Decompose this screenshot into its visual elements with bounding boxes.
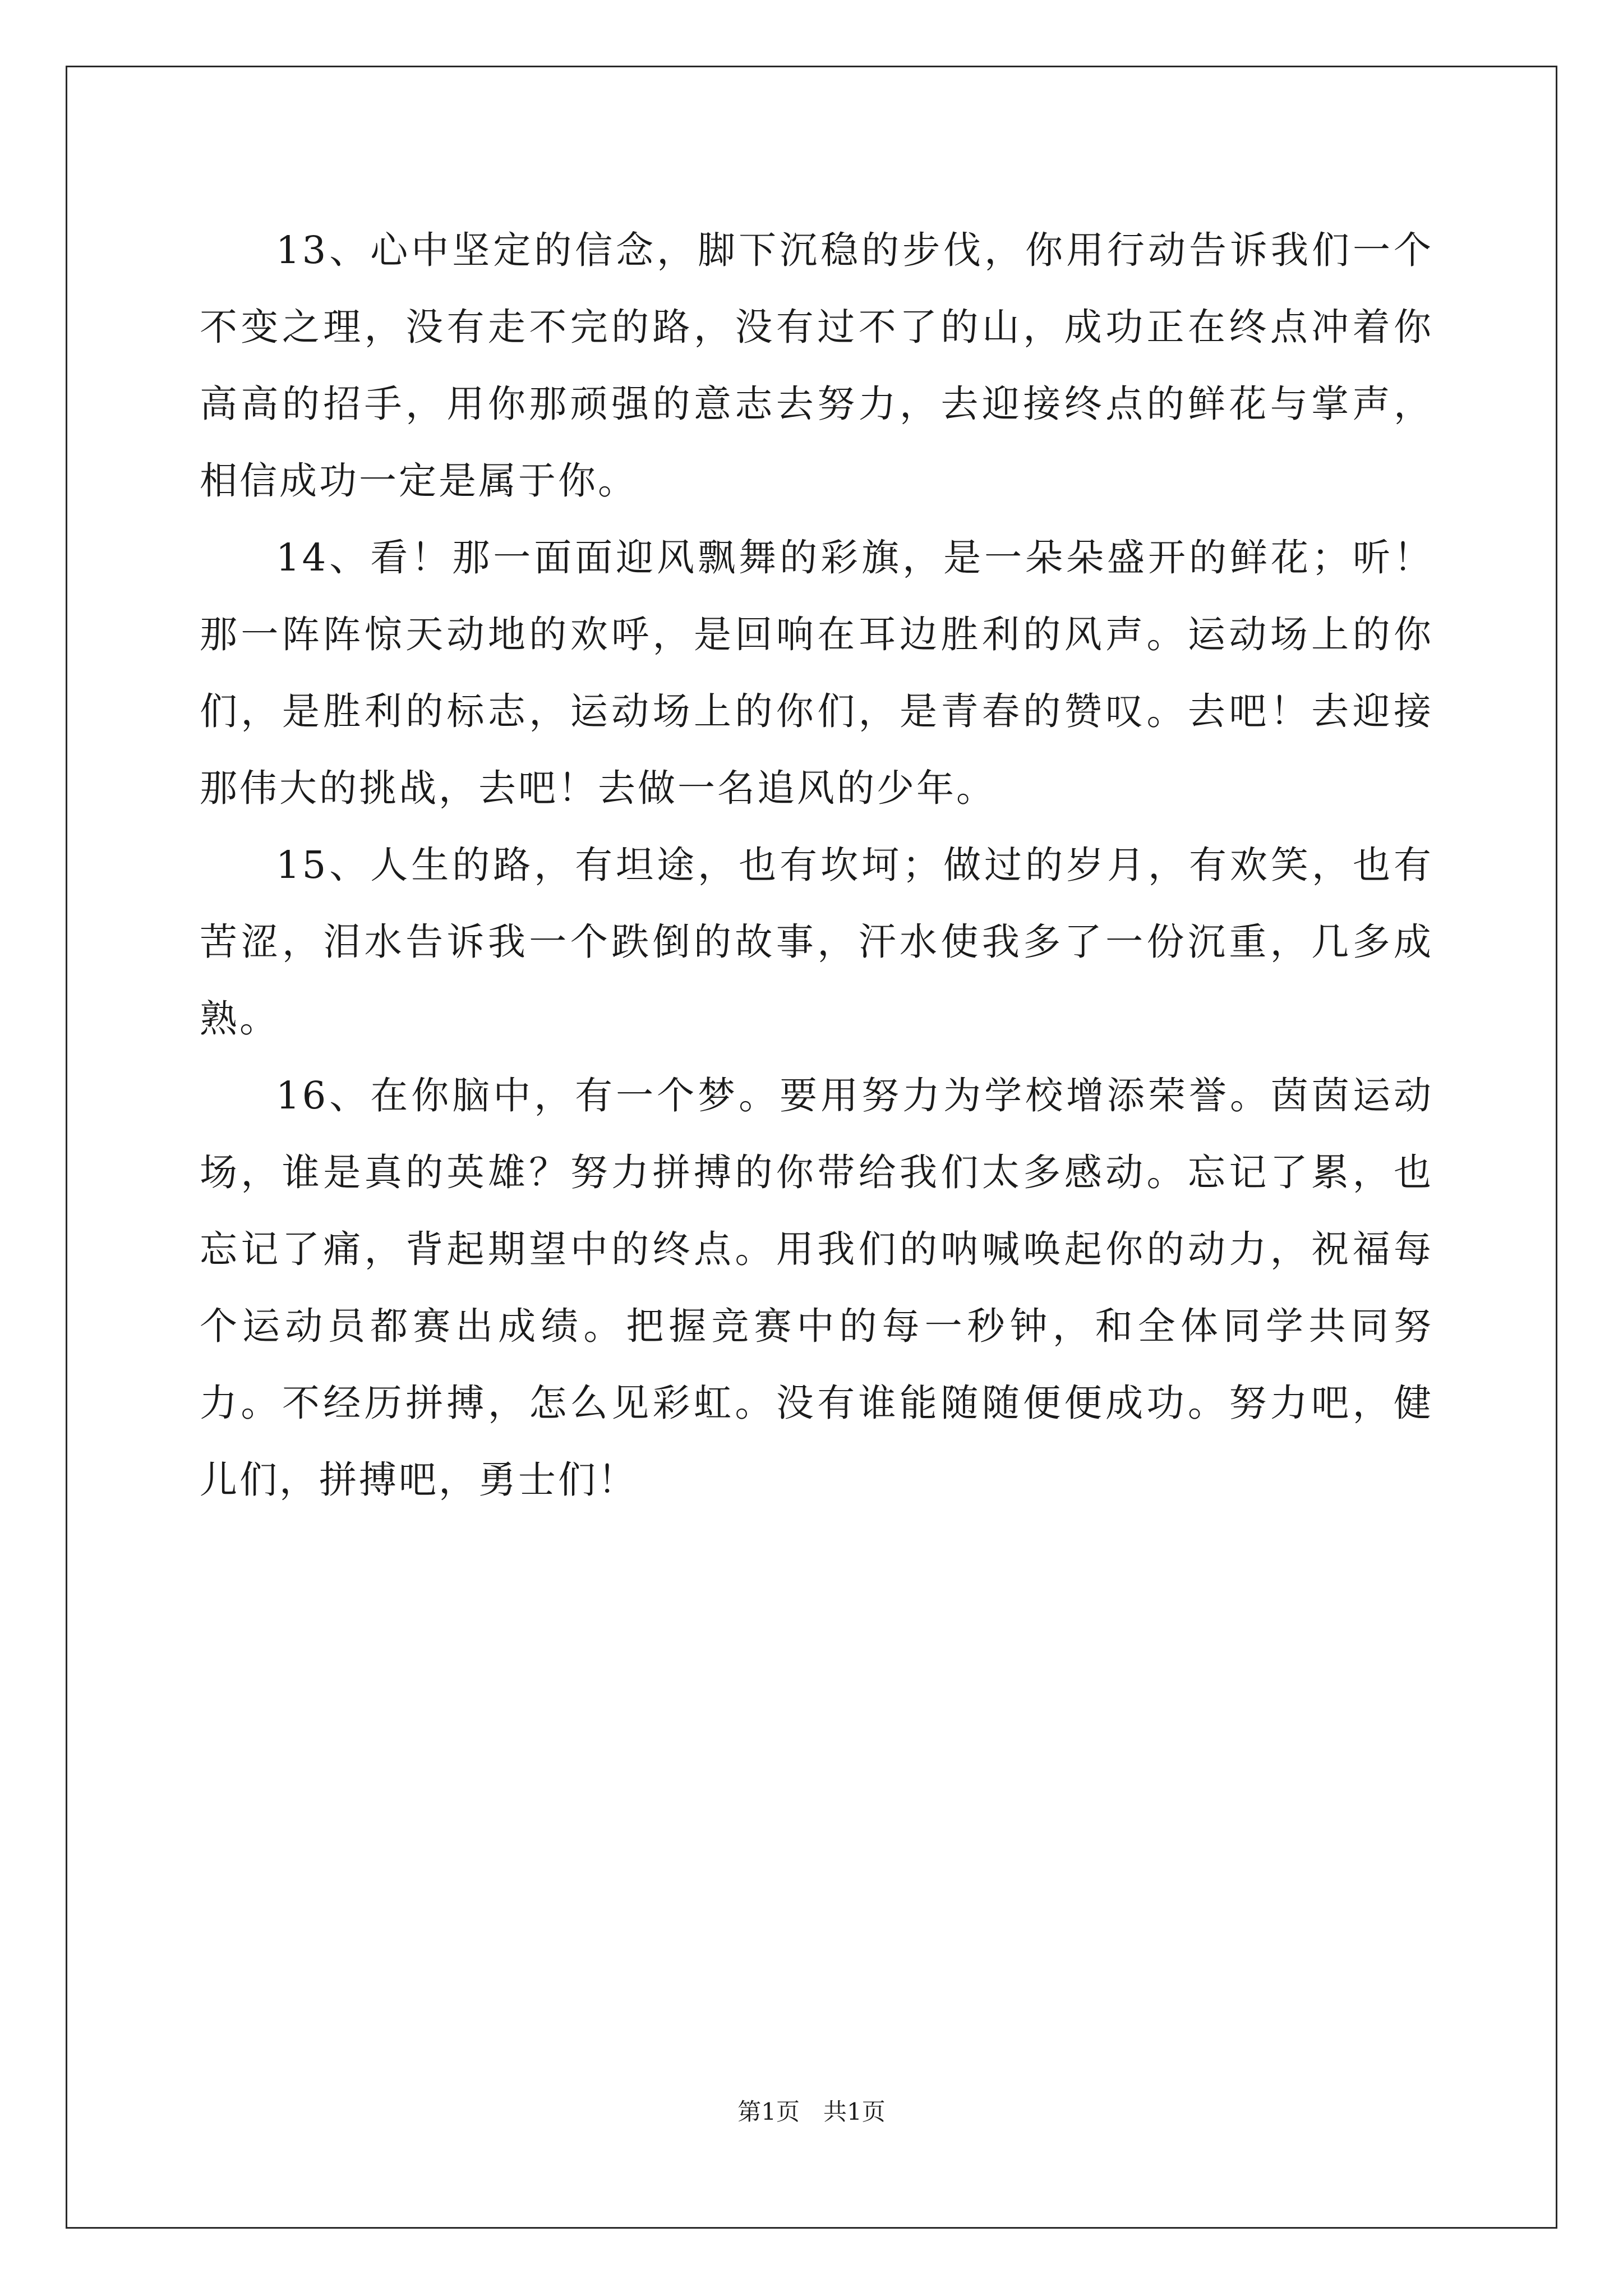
document-body <box>200 212 1433 1519</box>
paragraph-14: 14、看！那一面面迎风飘舞的彩旗，是一朵朵盛开的鲜花；听！那一阵阵惊天动地的欢呼，是回响在耳边胜利的风声。运动场上的你们，是胜利的标志，运动场上的你们，是青春的赞叹。去吧！去迎接那伟大的挑战，去吧！去做一名追风的少年。 <box>200 536 1433 810</box>
paragraph-13: 13、心中坚定的信念，脚下沉稳的步伐，你用行动告诉我们一个不变之理，没有走不完的路，没有过不了的山，成功正在终点冲着你高高的招手，用你那顽强的意志去努力，去迎接终点的鲜花与掌声，相信成功一定是属于你。 <box>200 228 1433 503</box>
paragraph-15: 15、人生的路，有坦途，也有坎坷；做过的岁月，有欢笑，也有苦涩，泪水告诉我一个跌倒的故事，汗水使我多了一份沉重，几多成熟。 <box>200 843 1433 1041</box>
page-footer: 第1页 共1页 <box>737 2098 886 2125</box>
paragraph-16: 16、在你脑中，有一个梦。要用努力为学校增添荣誉。茵茵运动场，谁是真的英雄？努力拼搏的你带给我们太多感动。忘记了累，也忘记了痛，背起期望中的终点。用我们的呐喊唤起你的动力，祝福每个运动员都赛出成绩。把握竞赛中的每一秒钟，和全体同学共同努力。不经历拼搏，怎么见彩虹。没有谁能随随便便成功。努力吧，健儿们，拼搏吧，勇士们！ <box>200 1074 1433 1502</box>
